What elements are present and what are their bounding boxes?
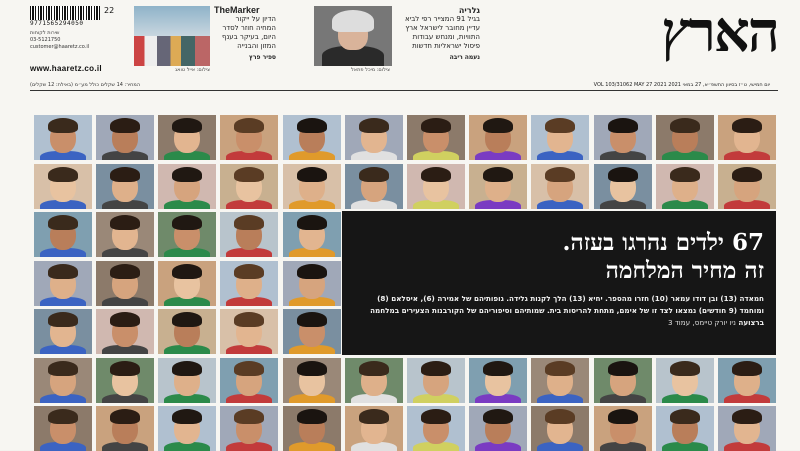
portrait-tile <box>283 212 341 257</box>
portrait-tile <box>158 309 216 354</box>
portrait-tile <box>34 406 92 451</box>
portrait-tile <box>718 164 776 209</box>
portrait-tile <box>158 261 216 306</box>
barcode-icon <box>30 6 100 20</box>
portrait-tile <box>34 261 92 306</box>
portrait-tile <box>283 115 341 160</box>
portrait-tile <box>283 261 341 306</box>
headline-line-2: זה מחיר המלחמה <box>605 257 764 284</box>
issue-number: 22 <box>104 6 115 15</box>
masthead-divider <box>30 90 778 91</box>
gallery-promo-title: גלריה <box>458 6 480 15</box>
portrait-tile <box>469 358 527 403</box>
barcode-number: 9771565294050 <box>30 20 84 27</box>
portrait-tile <box>158 115 216 160</box>
headline-box[interactable] <box>342 211 776 355</box>
portrait-tile <box>158 164 216 209</box>
portrait-tile <box>96 309 154 354</box>
portrait-tile <box>220 309 278 354</box>
portrait-tile <box>469 164 527 209</box>
portrait-tile <box>594 358 652 403</box>
portrait-tile <box>220 115 278 160</box>
portrait-tile <box>283 406 341 451</box>
gallery-promo-byline: נעמה ריבה <box>449 54 480 61</box>
portrait-tile <box>220 164 278 209</box>
portrait-tile <box>34 309 92 354</box>
portrait-tile <box>531 115 589 160</box>
themarker-photo-caption: צילום: אייל טואג <box>175 67 210 73</box>
portrait-tile <box>594 115 652 160</box>
themarker-promo-photo <box>134 6 210 66</box>
portrait-tile <box>220 212 278 257</box>
portrait-tile <box>220 358 278 403</box>
portrait-tile <box>220 406 278 451</box>
gallery-promo-text: בגיל 91 המצייר רפי לביא עדיין מחובר לישראל ארץ התוויות, ומנחש עבודות פיסול ישראליות חדשות <box>404 15 480 50</box>
customer-service-contact: שירות לקוחות 03-5121750 customer@haaretz.co.il <box>30 30 90 50</box>
portrait-tile <box>531 406 589 451</box>
themarker-promo[interactable] <box>214 6 276 62</box>
portrait-tile <box>407 358 465 403</box>
headline-byline: ניו יורק טיימס, עמוד 3 <box>668 318 736 327</box>
portrait-tile <box>656 406 714 451</box>
portrait-tile <box>158 406 216 451</box>
portrait-tile <box>34 164 92 209</box>
portrait-tile <box>345 358 403 403</box>
portrait-tile <box>407 406 465 451</box>
portrait-tile <box>656 358 714 403</box>
portrait-tile <box>96 261 154 306</box>
portrait-tile <box>718 358 776 403</box>
portrait-tile <box>96 115 154 160</box>
themarker-promo-title: TheMarker <box>214 5 260 15</box>
portrait-tile <box>345 164 403 209</box>
portrait-tile <box>283 358 341 403</box>
portrait-tile <box>34 212 92 257</box>
portrait-tile <box>345 406 403 451</box>
portrait-tile <box>96 358 154 403</box>
portrait-tile <box>220 261 278 306</box>
portrait-tile <box>96 212 154 257</box>
portrait-tile <box>96 406 154 451</box>
portrait-tile <box>283 164 341 209</box>
portrait-tile <box>96 164 154 209</box>
portrait-tile <box>531 164 589 209</box>
portrait-tile <box>407 115 465 160</box>
portrait-tile <box>34 115 92 160</box>
headline-body-text <box>356 293 764 329</box>
portrait-tile <box>718 406 776 451</box>
themarker-promo-text: הדיון על ייקור המחיה חוזר לסדר היום, בעיקר בענף המזון והבנייה <box>222 15 276 50</box>
portrait-tile <box>345 115 403 160</box>
portrait-tile <box>469 115 527 160</box>
portrait-tile <box>158 212 216 257</box>
gallery-promo-photo <box>314 6 392 66</box>
headline-line-1: 67 ילדים נהרגו בעזה. <box>562 229 764 256</box>
website-url[interactable]: www.haaretz.co.il <box>30 64 102 73</box>
gallery-promo[interactable] <box>398 6 480 62</box>
portrait-tile <box>656 164 714 209</box>
portrait-tile <box>594 406 652 451</box>
portrait-tile <box>34 358 92 403</box>
portrait-tile <box>531 358 589 403</box>
portrait-tile <box>158 358 216 403</box>
gallery-photo-caption: צילום: מיכל פתאל <box>350 67 390 73</box>
price-line: המחיר: 14 שקלים כולל מע״מ (באילת: 12 שקלים) <box>30 82 141 88</box>
portrait-tile <box>283 309 341 354</box>
themarker-promo-byline: ספיר פרץ <box>248 54 276 61</box>
portrait-tile <box>656 115 714 160</box>
portrait-tile <box>407 164 465 209</box>
headline-body: חמאדה (13) ובן דודו עמאר (10) חזרו מהספר. יחיא (13) הלך לקנות גלידה. גופותיהם של אמירה (6), איסלאם (8) ומוחמד (9 חודשים) נמצאו לצד זו של אימם, מתחת להריסות בית. שמותיהם וסיפוריהם של הקורבנות הצעירים במלחמה ברצועה <box>370 294 764 327</box>
dateline: יום חמישי, ט״ז בסיוון התשפ״א, 27 במאי 2021 VOL 103/31062 MAY 27 2021 <box>593 82 770 88</box>
portrait-tile <box>718 115 776 160</box>
portrait-tile <box>469 406 527 451</box>
masthead-logo: הארץ <box>661 0 778 65</box>
portrait-tile <box>594 164 652 209</box>
